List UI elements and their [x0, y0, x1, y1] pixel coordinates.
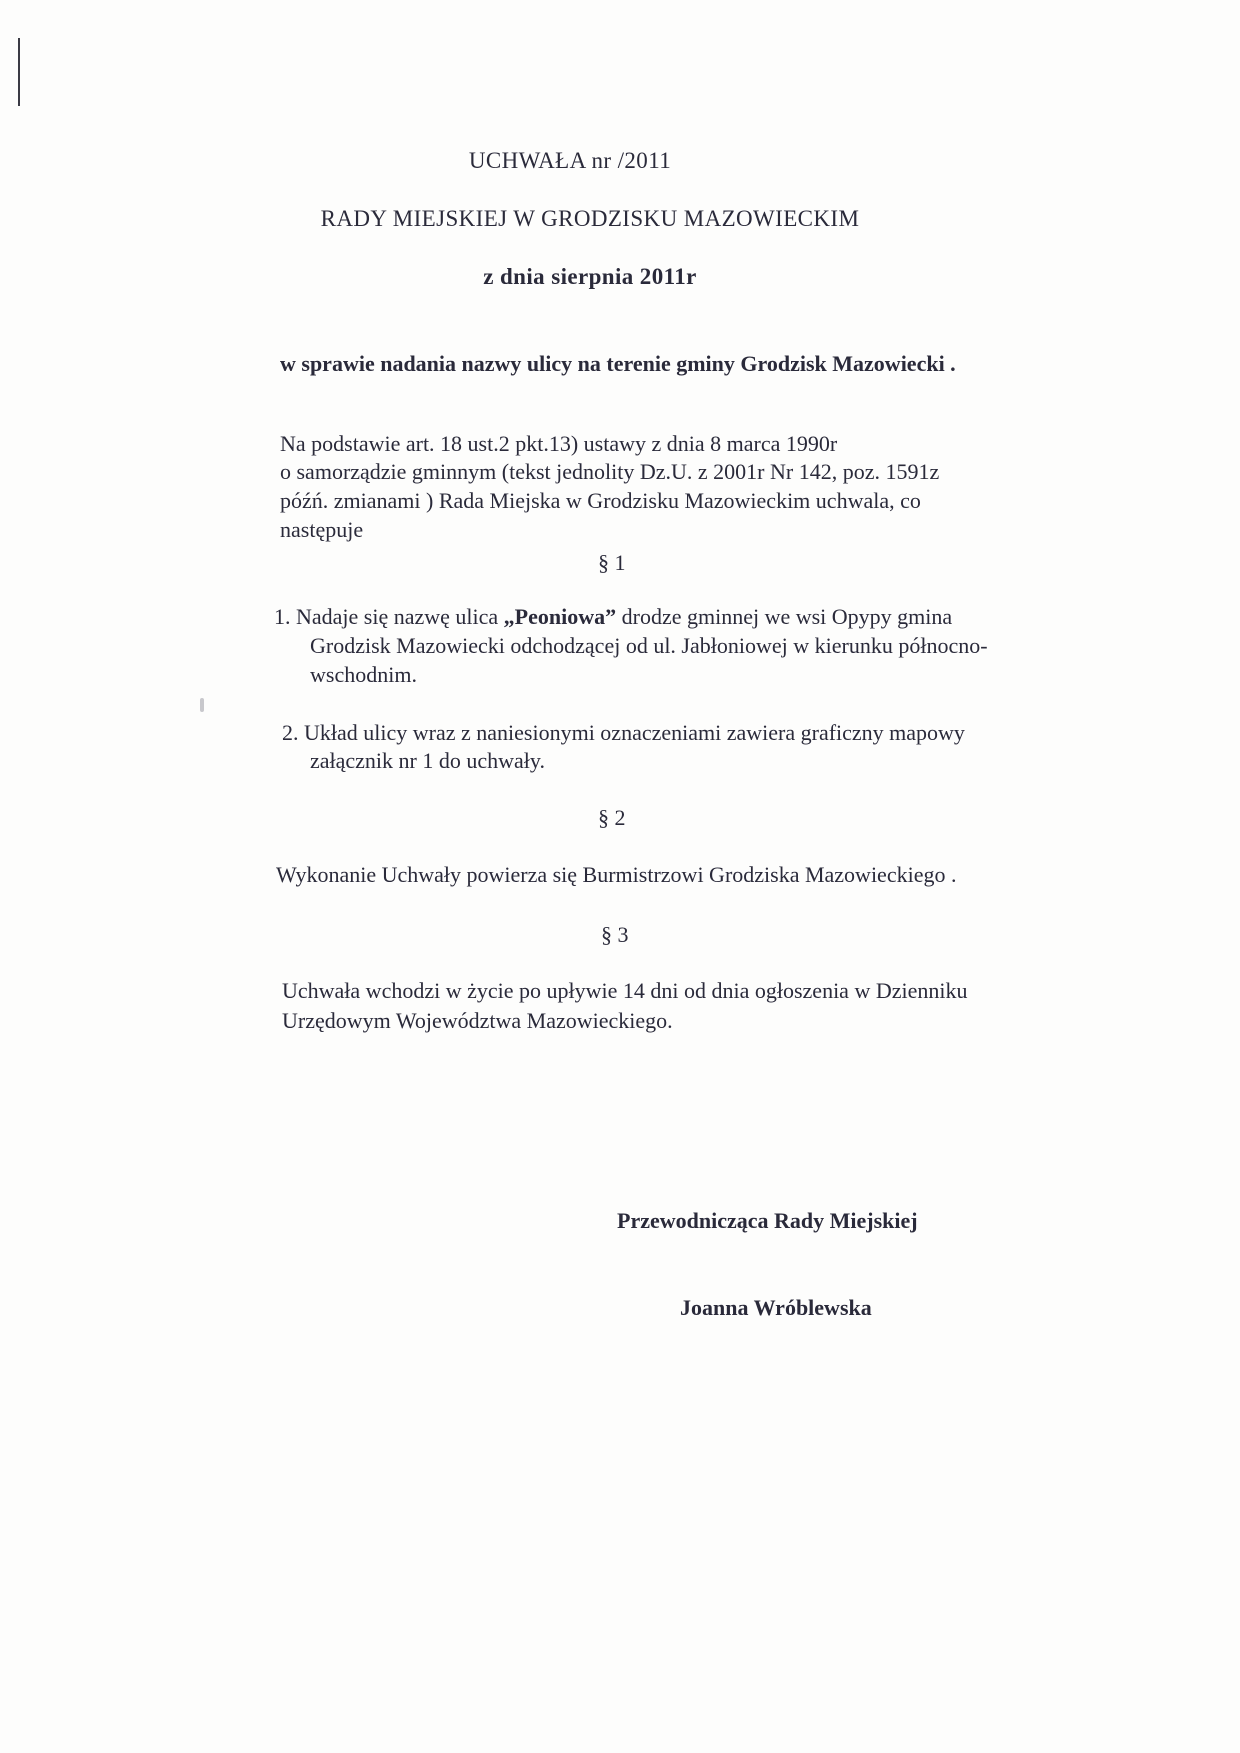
preamble-line: Na podstawie art. 18 ust.2 pkt.13) ustawy z dnia 8 marca 1990r: [280, 431, 838, 456]
section-3-line: Uchwała wchodzi w życie po upływie 14 dni od dnia ogłoszenia w Dzienniku: [282, 978, 968, 1003]
resolution-title: UCHWAŁA nr /2011: [468, 148, 672, 173]
preamble-line: późń. zmianami ) Rada Miejska w Grodzisku Mazowieckim uchwala, co: [280, 488, 921, 513]
section-2-heading: § 2: [598, 805, 626, 830]
item-1-line-1: [274, 604, 952, 630]
signature-name: Joanna Wróblewska: [680, 1295, 872, 1320]
scan-artifact-line: [18, 38, 20, 106]
item-text: drodze gminnej we wsi Opypy gmina: [616, 604, 953, 629]
scan-speck: [200, 698, 204, 712]
street-name: „Peoniowa”: [503, 604, 617, 629]
section-3-line: Urzędowym Województwa Mazowieckiego.: [282, 1008, 673, 1033]
preamble-line: o samorządzie gminnym (tekst jednolity Dz.U. z 2001r Nr 142, poz. 1591z: [280, 459, 940, 484]
section-3-heading: § 3: [601, 922, 629, 947]
council-name: RADY MIEJSKIEJ W GRODZISKU MAZOWIECKIM: [320, 206, 860, 231]
item-1-line-3: wschodnim.: [310, 662, 417, 687]
item-number: 1.: [274, 604, 291, 629]
item-2-line-2: załącznik nr 1 do uchwały.: [310, 748, 545, 773]
item-2-line-1: 2. Układ ulicy wraz z naniesionymi oznaczeniami zawiera graficzny mapowy: [282, 720, 965, 745]
resolution-subject: w sprawie nadania nazwy ulicy na terenie gminy Grodzisk Mazowiecki .: [280, 351, 956, 376]
signature-role: Przewodnicząca Rady Miejskiej: [617, 1208, 918, 1233]
preamble-line: następuje: [280, 517, 364, 542]
section-1-heading: § 1: [598, 550, 626, 575]
resolution-date: z dnia sierpnia 2011r: [483, 264, 697, 289]
item-1-line-2: Grodzisk Mazowiecki odchodzącej od ul. Jabłoniowej w kierunku północno-: [310, 633, 988, 658]
item-text: Nadaje się nazwę ulica: [296, 604, 504, 629]
section-2-text: Wykonanie Uchwały powierza się Burmistrzowi Grodziska Mazowieckiego .: [276, 862, 957, 887]
